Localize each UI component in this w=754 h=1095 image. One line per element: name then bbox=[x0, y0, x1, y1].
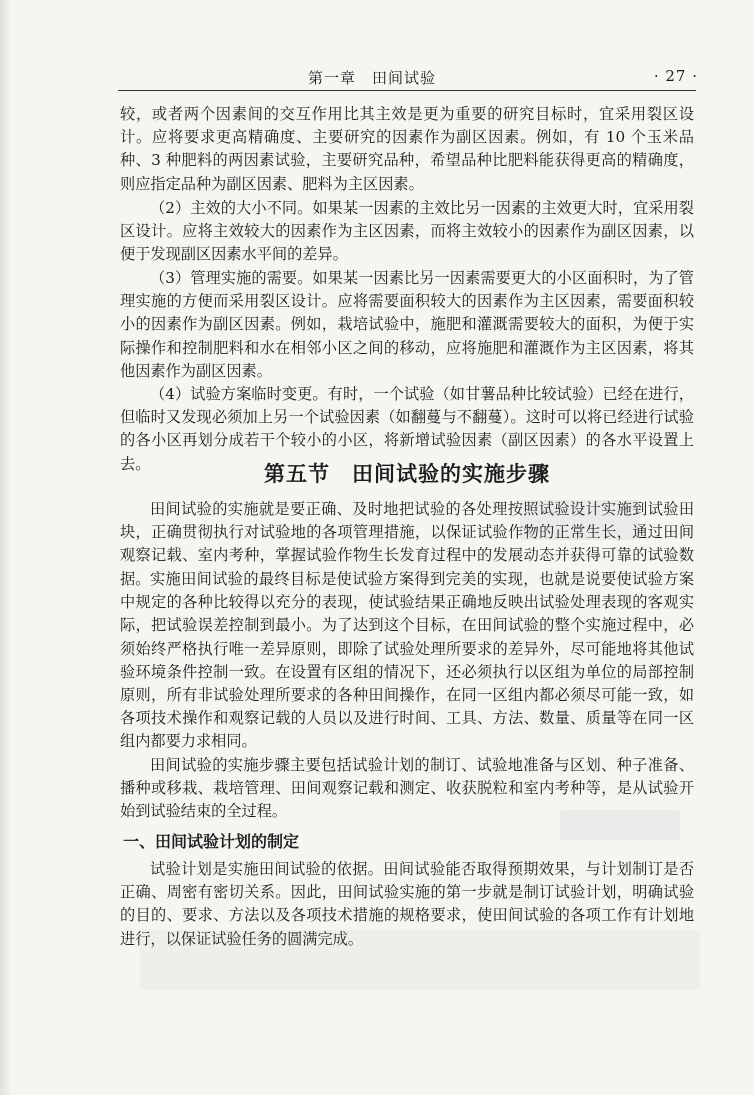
paragraph-main-effect-size: （2）主效的大小不同。如果某一因素的主效比另一因素的主效更大时，宜采用裂区设计。应将主效较大的因素作为主区因素，而将主效较小的因素作为副区因素，以便于发现副区因素水平间的差异。 bbox=[120, 199, 694, 264]
subsection-title: 一、田间试验计划的制定 bbox=[123, 832, 300, 851]
paragraph-split-plot-continued: 较，或者两个因素间的交互作用比其主效是更为重要的研究目标时，宜采用裂区设计。应将要求更高精确度、主要研究的因素作为副区因素。例如，有 10 个玉米品种、3 种肥料的两因素试验，主要研究品种，希望品种比肥料能获得更高的精确度，则应指定品种为副区因素、肥料为主区因素。 bbox=[120, 105, 694, 193]
section-title: 第五节 田间试验的实施步骤 bbox=[264, 461, 550, 486]
page-number: · 27 · bbox=[653, 67, 698, 85]
paragraph-test-plan: 试验计划是实施田间试验的依据。田间试验能否取得预期效果，与计划制订是否正确、周密有密切关系。因此，田间试验实施的第一步就是制订试验计划，明确试验的目的、要求、方法以及各项技术措施的规格要求，使田间试验的各项工作有计划地进行，以保证试验任务的圆满完成。 bbox=[120, 860, 694, 948]
paragraph-implementation-intro: 田间试验的实施就是要正确、及时地把试验的各处理按照试验设计实施到试验田块，正确贯彻执行对试验地的各项管理措施，以保证试验作物的正常生长，通过田间观察记载、室内考种，掌握试验作物生长发育过程中的发展动态并获得可靠的试验数据。 bbox=[120, 500, 694, 588]
scan-noise bbox=[560, 810, 680, 840]
scan-noise bbox=[140, 930, 700, 990]
paragraph-plan-change: （4）试验方案临时变更。有时，一个试验（如甘薯品种比较试验）已经在进行，但临时又发现必须加上另一个试验因素（如翻蔓与不翻蔓）。这时可以将已经进行试验的各小区再划分成若干个较小的小区，将新增试验因素（副区因素）的各水平设置上去。 bbox=[120, 385, 694, 473]
chapter-title: 第一章 田间试验 bbox=[308, 69, 437, 87]
paragraph-implementation-steps: 田间试验的实施步骤主要包括试验计划的制订、试验地准备与区划、种子准备、播种或移栽、栽培管理、田间观察记载和测定、收获脱粒和室内考种等，是从试验开始到试验结束的全过程。 bbox=[120, 756, 694, 821]
running-header bbox=[118, 67, 698, 89]
header-rule bbox=[118, 90, 696, 91]
paragraph-management-needs: （3）管理实施的需要。如果某一因素比另一因素需要更大的小区面积时，为了管理实施的方便而采用裂区设计。应将需要面积较大的因素作为主区因素，需要面积较小的因素作为副区因素。例如，栽培试验中，施肥和灌溉需要较大的面积，为便于实际操作和控制肥料和水在相邻小区之间的移动，应将施肥和灌溉作为主区因素，将其他因素作为副区因素。 bbox=[120, 269, 694, 380]
scan-edge-shadow bbox=[0, 0, 12, 1095]
scan-noise bbox=[520, 500, 640, 540]
paragraph-implementation-goal: 实施田间试验的最终目标是使试验方案得到完美的实现，也就是说要使试验方案中规定的各种比较得以充分的表现，使试验结果正确地反映出试验处理表现的客观实际，把试验误差控制到最小。为了达到这个目标，在田间试验的整个实施过程中，必须始终严格执行唯一差异原则，即除了试验处理所要求的差异外，尽可能地将其他试验环境条件控制一致。在设置有区组的情况下，还必须执行以区组为单位的局部控制原则，所有非试验处理所要求的各种田间操作，在同一区组内都必须尽可能一致，如各项技术操作和观察记载的人员以及进行时间、工具、方法、数量、质量等在同一区组内都要力求相同。 bbox=[120, 570, 694, 751]
